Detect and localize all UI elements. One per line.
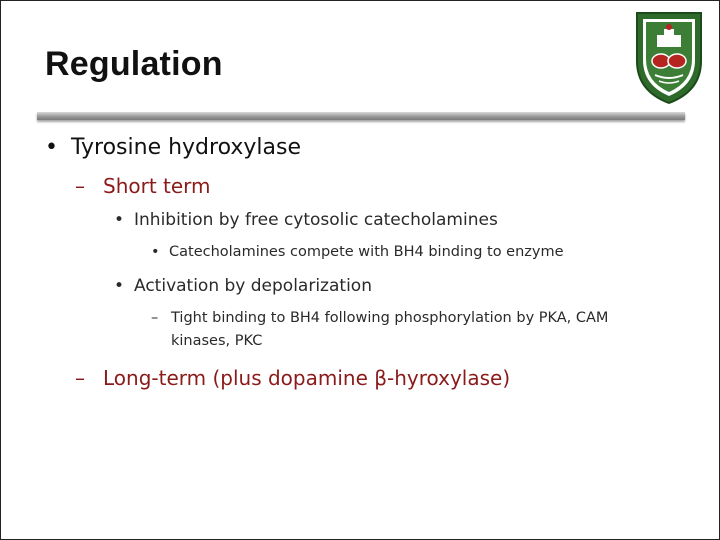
bullet-level3-inhibition (114, 210, 498, 230)
university-crest-icon (633, 9, 705, 105)
bullet-text: Short term (103, 174, 211, 198)
bullet-text-continued: kinases, PKC (171, 333, 263, 349)
bullet-marker: • (114, 210, 125, 230)
bullet-level2-long-term (75, 366, 510, 390)
bullet-level1-tyrosine (45, 135, 301, 160)
bullet-marker: • (114, 276, 125, 296)
bullet-marker: • (45, 135, 58, 160)
bullet-text: Activation by depolarization (134, 276, 372, 296)
bullet-marker: – (75, 174, 85, 198)
bullet-text: Long-term (plus dopamine β-hyroxylase) (103, 366, 511, 390)
bullet-text: Tyrosine hydroxylase (71, 135, 302, 160)
bullet-level4-compete (151, 244, 564, 260)
title-divider (37, 112, 685, 120)
bullet-marker: • (151, 244, 160, 260)
bullet-text: Tight binding to BH4 following phosphorylation by PKA, CAM (171, 310, 609, 326)
bullet-text: Inhibition by free cytosolic catecholamines (134, 210, 498, 230)
slide-title: Regulation (45, 45, 223, 83)
bullet-marker: – (151, 310, 159, 326)
bullet-text: Catecholamines compete with BH4 binding to enzyme (169, 244, 564, 260)
bullet-level4-tight-binding (151, 307, 691, 353)
bullet-level2-short-term (75, 174, 211, 198)
bullet-level3-activation (114, 276, 372, 296)
bullet-marker: – (75, 366, 85, 390)
